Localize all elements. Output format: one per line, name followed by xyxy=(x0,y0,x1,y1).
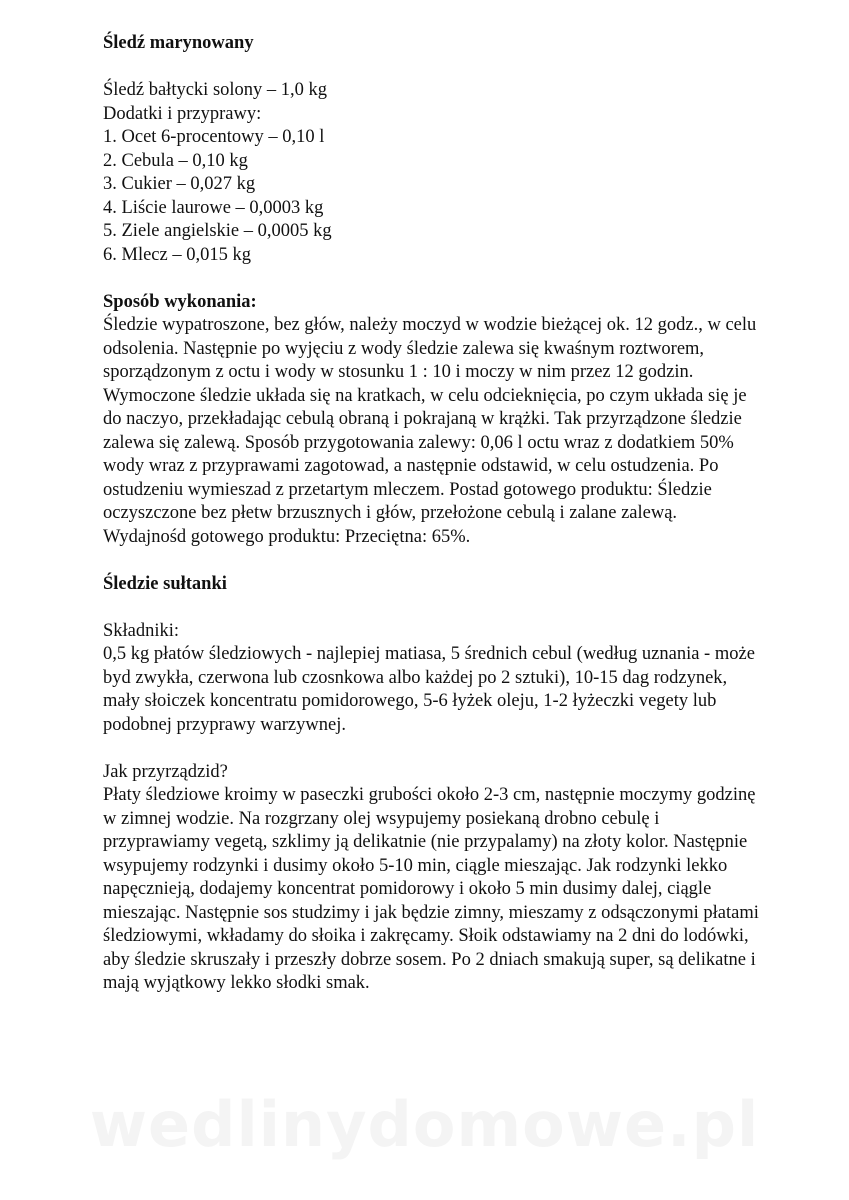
watermark-logo: wedlinydomowe.pl xyxy=(89,1088,760,1161)
spacer xyxy=(103,267,763,291)
spacer xyxy=(103,549,763,573)
prep-header: Jak przyrządzid? xyxy=(103,761,228,782)
recipe-title-sledzie-sultanki: Śledzie sułtanki xyxy=(103,573,227,594)
ingredient-item-6: 6. Mlecz – 0,015 kg xyxy=(103,244,251,265)
document-page xyxy=(103,32,763,996)
ingredient-item-5: 5. Ziele angielskie – 0,0005 kg xyxy=(103,221,332,241)
ingredient-item-4: 4. Liście laurowe – 0,0003 kg xyxy=(103,197,324,218)
main-ingredient: Śledź bałtycki solony – 1,0 kg xyxy=(103,80,328,100)
ingredients-paragraph: 0,5 kg płatów śledziowych - najlepiej matiasa, 5 średnich cebul (według uznania - może byd zwykła, czerwona lub czosnkowa albo każdej po 2 sztuki), 10-15 dag rodzynek, mały słoiczek koncentratu pomidorowego, 5-6 łyżek oleju, 1-2 łyżeczki vegety lub podobnej przyprawy warzywnej. xyxy=(103,644,755,735)
method-header: Sposób wykonania: xyxy=(103,291,257,312)
ingredient-item-3: 3. Cukier – 0,027 kg xyxy=(103,174,256,194)
ingredient-item-2: 2. Cebula – 0,10 kg xyxy=(103,150,248,171)
ingredient-item-1: 1. Ocet 6-procentowy – 0,10 l xyxy=(103,127,325,147)
prep-paragraph: Płaty śledziowe kroimy w paseczki grubości około 2-3 cm, następnie moczymy godzinę w zimnej wodzie. Na rozgrzany olej wsypujemy posiekaną drobno cebulę i przyprawiamy vegetą, szklimy ją delikatnie (nie przypalamy) na złoty kolor. Następnie wsypujemy rodzynki i dusimy około 5-10 min, ciągle mieszając. Jak rodzynki lekko napęcznieją, dodajemy koncentrat pomidorowy i około 5 min dusimy dalej, ciągle mieszając. Następnie sos studzimy i jak będzie zimny, mieszamy z odsączonymi płatami śledziowymi, wkładamy do słoika i zakręcamy. Słoik odstawiamy na 2 dni do lodówki, aby śledzie skruszały i przeszły dobrze sosem. Po 2 dniach smakują super, są delikatne i mają wyjątkowy lekko słodki smak. xyxy=(103,785,759,993)
spacer xyxy=(103,737,763,761)
additives-header: Dodatki i przyprawy: xyxy=(103,103,262,124)
method-paragraph: Śledzie wypatroszone, bez głów, należy moczyd w wodzie bieżącej ok. 12 godz., w celu odsolenia. Następnie po wyjęciu z wody śledzie zalewa się kwaśnym roztworem, sporządzonym z octu i wody w stosunku 1 : 10 i moczy w nim przez 12 godzin. Wymoczone śledzie układa się na kratkach, w celu odcieknięcia, po czym układa się je do naczyo, przekładając cebulą obraną i pokrajaną w krążki. Tak przyrządzone śledzie zalewa się zalewą. Sposób przygotowania zalewy: 0,06 l octu wraz z dodatkiem 50% wody wraz z przyprawami zagotowad, a następnie odstawid, w celu ostudzenia. Po ostudzeniu wymieszad z przetartym mleczem. Postad gotowego produktu: Śledzie oczyszczone bez płetw brzusznych i głów, przełożone cebulą i zalane zalewą. Wydajnośd gotowego produktu: Przeciętna: 65%. xyxy=(103,315,757,547)
recipe-title-sledz-marynowany: Śledź marynowany xyxy=(103,33,254,53)
spacer xyxy=(103,596,763,620)
ingredients-header: Składniki: xyxy=(103,620,180,641)
spacer xyxy=(103,56,763,80)
